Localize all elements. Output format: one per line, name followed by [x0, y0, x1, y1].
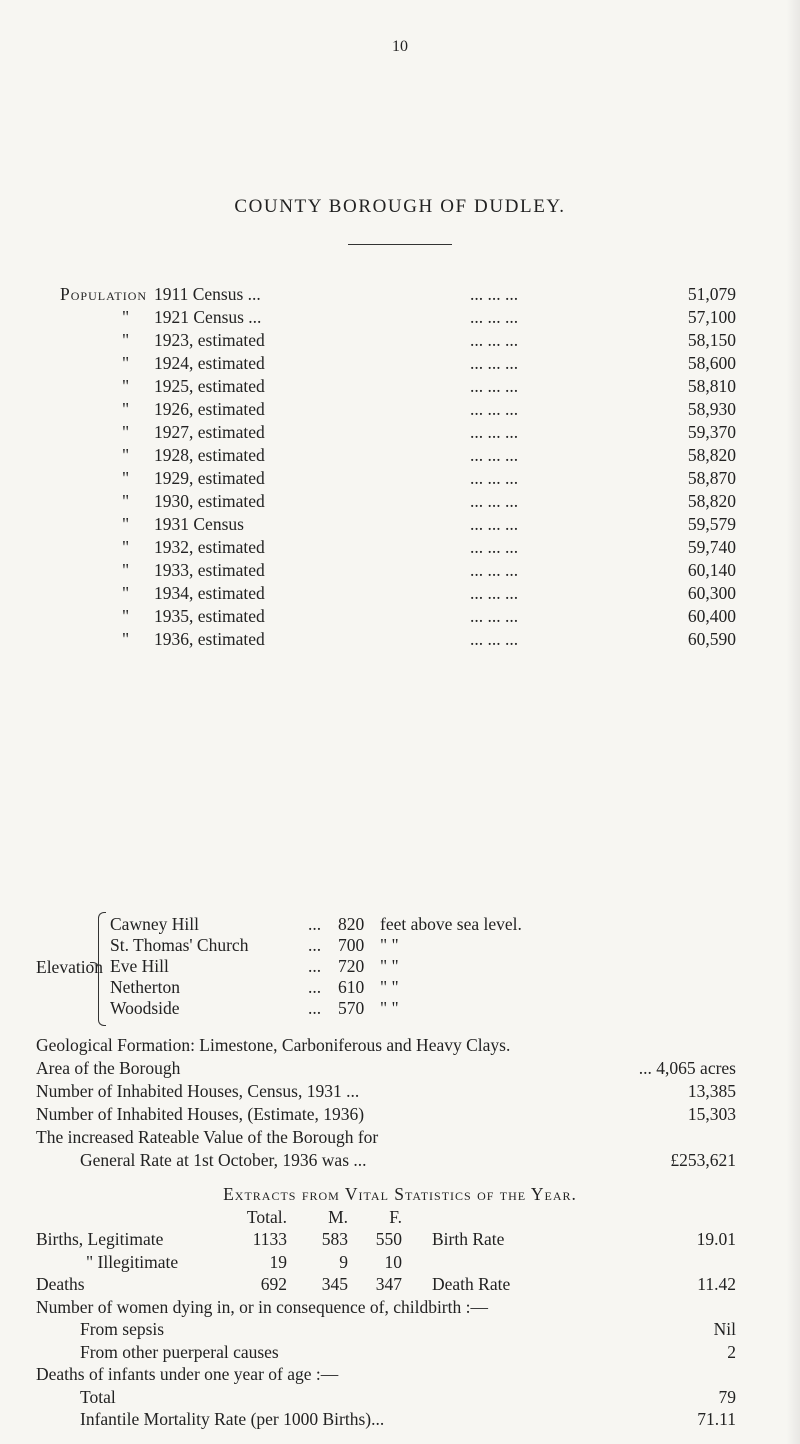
vital-male: 9: [339, 1251, 348, 1272]
elevation-leader: ...: [308, 914, 322, 934]
vital-total: 1133: [252, 1229, 287, 1249]
population-leader: ... ... ...: [470, 629, 519, 649]
population-ditto-mark: ": [122, 376, 130, 396]
population-leader: ... ... ...: [470, 445, 519, 465]
extracts-title: Extracts from Vital Statistics of the Year.: [223, 1184, 577, 1204]
population-leader: ... ... ...: [470, 307, 519, 327]
population-leader: ... ... ...: [470, 583, 519, 603]
population-year: 1934, estimated: [154, 583, 265, 603]
elevation-height: 700: [338, 935, 365, 955]
elevation-leader: ...: [308, 998, 322, 1018]
area-label: Area of the Borough: [36, 1058, 181, 1078]
population-year: 1930, estimated: [154, 491, 265, 511]
vital-rate-value: 19.01: [696, 1229, 736, 1249]
population-year: 1932, estimated: [154, 537, 265, 557]
childbirth-item-label: From sepsis: [80, 1319, 165, 1339]
vital-male: 583: [321, 1229, 348, 1249]
population-ditto-mark: ": [122, 537, 130, 557]
houses-estimate-label: Number of Inhabited Houses, (Estimate, 1936): [36, 1104, 365, 1124]
population-value: 58,930: [687, 399, 736, 419]
infant-item-value: 71.11: [697, 1409, 736, 1429]
geology-line: Geological Formation: Limestone, Carboniferous and Heavy Clays.: [36, 1035, 511, 1055]
title-divider: [348, 244, 452, 245]
elevation-height: 570: [338, 998, 365, 1018]
population-ditto-mark: ": [122, 445, 130, 465]
vital-male: 345: [321, 1274, 348, 1294]
elevation-brace-tip: [90, 962, 99, 973]
vital-female: 347: [375, 1274, 402, 1294]
childbirth-item-label: From other puerperal causes: [80, 1341, 279, 1362]
elevation-unit: " ": [380, 956, 399, 976]
elevation-unit: " ": [380, 998, 399, 1018]
population-year: 1925, estimated: [154, 376, 265, 396]
elevation-unit: " ": [380, 977, 399, 997]
population-ditto-mark: ": [122, 468, 130, 488]
population-ditto-mark: ": [122, 560, 130, 580]
population-ditto-mark: ": [122, 353, 130, 373]
population-leader: ... ... ...: [470, 560, 519, 580]
population-ditto-mark: ": [122, 629, 130, 649]
childbirth-header: Number of women dying in, or in consequence of, childbirth :—: [36, 1296, 488, 1317]
population-value: 60,140: [687, 560, 736, 580]
population-leader: ... ... ...: [470, 468, 519, 488]
houses-census-label: Number of Inhabited Houses, Census, 1931 ...: [36, 1081, 360, 1101]
elevation-place: Netherton: [110, 977, 180, 997]
population-year: 1935, estimated: [154, 606, 265, 626]
population-ditto-mark: ": [122, 491, 130, 511]
vital-column-header: Total.: [246, 1206, 287, 1227]
population-leader: ... ... ...: [470, 422, 519, 442]
population-ditto-mark: ": [122, 583, 130, 603]
vital-rate-label: Birth Rate: [432, 1229, 505, 1249]
page-edge-shadow: [786, 0, 800, 1444]
page-number: 10: [392, 38, 408, 55]
rateable-line-2: General Rate at 1st October, 1936 was ...: [80, 1150, 367, 1170]
population-year: 1936, estimated: [154, 629, 265, 649]
elevation-unit: " ": [380, 935, 399, 955]
elevation-leader: ...: [308, 935, 322, 955]
elevation-brace: [98, 912, 106, 1026]
population-value: 58,150: [687, 330, 736, 350]
area-value: ... 4,065 acres: [638, 1058, 736, 1078]
infant-item-label: Infantile Mortality Rate (per 1000 Births)...: [80, 1409, 385, 1429]
elevation-unit: feet above sea level.: [380, 914, 522, 934]
vital-column-header: M.: [328, 1206, 348, 1227]
population-value: 51,079: [687, 284, 736, 304]
population-leader: ... ... ...: [470, 284, 519, 304]
infant-item-value: 79: [718, 1386, 736, 1407]
elevation-place: Eve Hill: [110, 956, 169, 976]
population-year: 1929, estimated: [154, 468, 265, 488]
population-leader: ... ... ...: [470, 399, 519, 419]
vital-row-label: " Illegitimate: [86, 1251, 179, 1272]
houses-estimate-value: 15,303: [687, 1104, 736, 1124]
elevation-place: Cawney Hill: [110, 914, 199, 934]
rateable-value: £253,621: [670, 1150, 736, 1170]
childbirth-item-value: 2: [727, 1341, 736, 1362]
population-year: 1927, estimated: [154, 422, 265, 442]
vital-female: 10: [384, 1251, 402, 1272]
population-value: 57,100: [687, 307, 736, 327]
population-value: 59,740: [687, 537, 736, 557]
population-year: 1924, estimated: [154, 353, 265, 373]
population-value: 59,579: [687, 514, 736, 534]
population-leader: ... ... ...: [470, 606, 519, 626]
vital-row-label: Deaths: [36, 1274, 85, 1294]
population-leader: ... ... ...: [470, 491, 519, 511]
elevation-height: 720: [338, 956, 365, 976]
population-ditto-mark: ": [122, 330, 130, 350]
population-year: 1926, estimated: [154, 399, 265, 419]
vital-row-label: Births, Legitimate: [36, 1229, 164, 1249]
population-leader: ... ... ...: [470, 537, 519, 557]
childbirth-item-value: Nil: [713, 1319, 736, 1339]
population-value: 58,600: [687, 353, 736, 373]
population-value: 60,590: [687, 629, 736, 649]
population-ditto-mark: ": [122, 514, 130, 534]
population-year: 1928, estimated: [154, 445, 265, 465]
population-value: 60,400: [687, 606, 736, 626]
elevation-height: 610: [338, 977, 365, 997]
population-year: 1933, estimated: [154, 560, 265, 580]
population-leader: ... ... ...: [470, 514, 519, 534]
population-value: 58,820: [687, 445, 736, 465]
population-leader: ... ... ...: [470, 376, 519, 396]
elevation-place: St. Thomas' Church: [110, 935, 249, 955]
elevation-height: 820: [338, 914, 365, 934]
elevation-place: Woodside: [110, 998, 180, 1018]
population-year: 1911 Census ...: [154, 284, 261, 304]
population-year: 1923, estimated: [154, 330, 265, 350]
population-ditto-mark: ": [122, 399, 130, 419]
vital-total: 19: [269, 1251, 287, 1272]
population-ditto-mark: ": [122, 307, 130, 327]
population-ditto-mark: ": [122, 606, 130, 626]
elevation-leader: ...: [308, 977, 322, 997]
vital-column-header: F.: [389, 1206, 402, 1227]
population-year: 1931 Census: [154, 514, 244, 534]
population-leader: ... ... ...: [470, 353, 519, 373]
elevation-label: Elevation: [36, 957, 104, 977]
population-value: 58,810: [687, 376, 736, 396]
page-title: COUNTY BOROUGH OF DUDLEY.: [234, 196, 566, 217]
infant-item-label: Total: [80, 1386, 116, 1407]
houses-census-value: 13,385: [687, 1081, 736, 1101]
infants-header: Deaths of infants under one year of age :—: [36, 1364, 339, 1384]
elevation-leader: ...: [308, 956, 322, 976]
population-value: 58,870: [687, 468, 736, 488]
population-leader: ... ... ...: [470, 330, 519, 350]
population-value: 60,300: [687, 583, 736, 603]
population-ditto-mark: ": [122, 422, 130, 442]
vital-total: 692: [260, 1274, 287, 1294]
population-value: 58,820: [687, 491, 736, 511]
vital-rate-label: Death Rate: [432, 1274, 511, 1294]
population-label: Population: [60, 284, 148, 304]
vital-female: 550: [375, 1229, 402, 1249]
rateable-line-1: The increased Rateable Value of the Borough for: [36, 1127, 379, 1147]
vital-rate-value: 11.42: [697, 1274, 736, 1294]
population-year: 1921 Census ...: [154, 307, 262, 327]
population-value: 59,370: [687, 422, 736, 442]
